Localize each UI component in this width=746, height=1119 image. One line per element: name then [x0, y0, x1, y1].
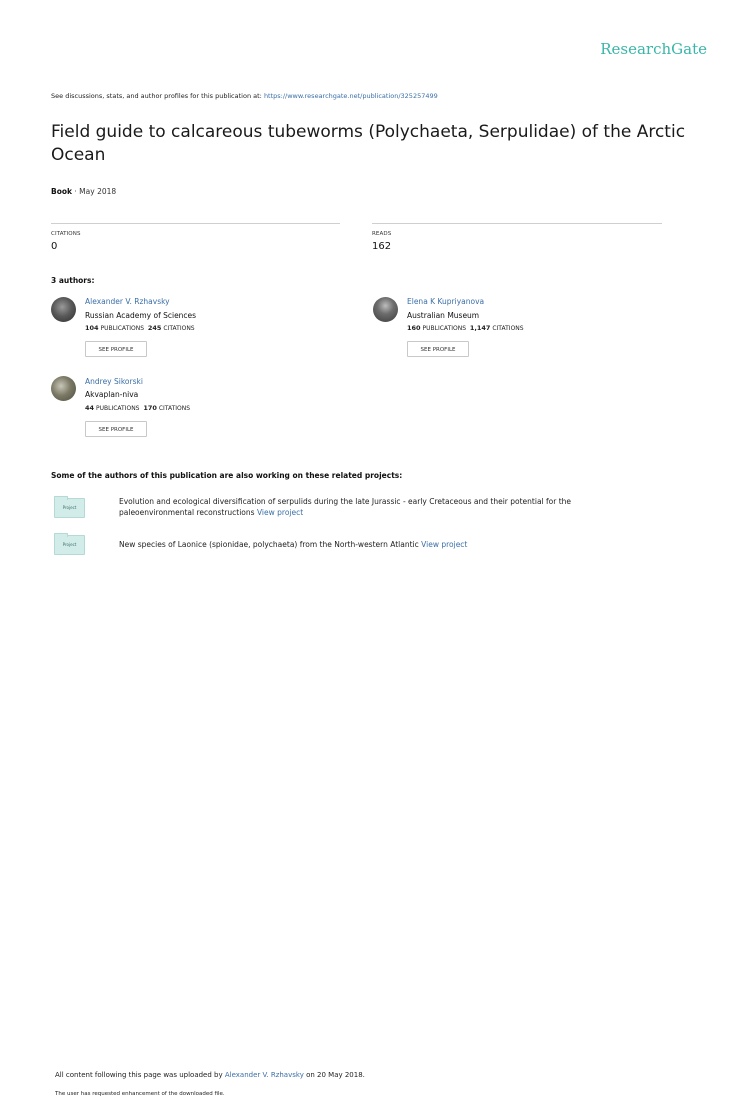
publication-meta: [51, 187, 116, 196]
upload-note: [55, 1071, 365, 1079]
citations-label: CITATIONS: [51, 231, 81, 237]
author-institution: Australian Museum: [407, 311, 480, 320]
project-item: [119, 539, 639, 550]
see-profile-button[interactable]: SEE PROFILE: [407, 341, 469, 357]
publication-url-link[interactable]: https://www.researchgate.net/publication/325257499: [263, 92, 438, 100]
author-stats: [85, 324, 195, 332]
project-folder-icon[interactable]: [54, 535, 85, 555]
see-profile-button[interactable]: SEE PROFILE: [85, 341, 147, 357]
author-publications-label: PUBLICATIONS: [422, 325, 467, 332]
uploader-link[interactable]: Alexander V. Rzhavsky: [224, 1071, 304, 1079]
authors-heading: 3 authors:: [51, 276, 95, 285]
researchgate-logo[interactable]: ResearchGate: [600, 40, 707, 58]
author-stats: [85, 404, 190, 412]
project-description: New species of Laonice (spionidae, polychaeta) from the North-western Atlantic: [119, 540, 419, 549]
view-project-link[interactable]: View project: [256, 508, 304, 517]
see-profile-button[interactable]: SEE PROFILE: [85, 421, 147, 437]
reads-label: READS: [372, 231, 392, 237]
publication-type: Book: [51, 187, 73, 196]
author-publications-label: PUBLICATIONS: [95, 405, 140, 412]
author-avatar[interactable]: [51, 376, 76, 401]
author-citations-label: CITATIONS: [163, 325, 195, 332]
project-folder-icon[interactable]: [54, 498, 85, 518]
citations-divider: [51, 223, 340, 224]
publication-title: Field guide to calcareous tubeworms (Polychaeta, Serpulidae) of the Arctic Ocean: [51, 122, 686, 165]
author-citations-count: 170: [143, 404, 157, 412]
author-avatar[interactable]: [373, 297, 398, 322]
author-institution: Russian Academy of Sciences: [85, 311, 197, 320]
project-description: Evolution and ecological diversification of serpulids during the late Jurassic - early Cretaceous and their potential for the paleoenvironmental reconstructions: [119, 497, 572, 517]
author-citations-count: 245: [147, 324, 162, 332]
reads-count: 162: [372, 241, 392, 252]
upload-prefix: All content following this page was uploaded by: [55, 1071, 223, 1079]
author-avatar[interactable]: [51, 297, 76, 322]
citations-count: 0: [51, 241, 58, 252]
author-publications-count: 44: [85, 404, 95, 412]
enhancement-note: The user has requested enhancement of the downloaded file.: [55, 1091, 225, 1097]
project-icon-label: Project: [62, 505, 77, 510]
author-name-link[interactable]: Alexander V. Rzhavsky: [85, 297, 170, 306]
discussion-line: [51, 92, 438, 100]
author-citations-label: CITATIONS: [492, 325, 524, 332]
reads-divider: [372, 223, 662, 224]
publication-date: · May 2018: [74, 187, 117, 196]
upload-date: on 20 May 2018.: [306, 1071, 365, 1079]
author-citations-label: CITATIONS: [158, 405, 191, 412]
author-publications-count: 104: [85, 324, 99, 332]
author-institution: Akvaplan-niva: [85, 390, 139, 399]
related-projects-heading: Some of the authors of this publication are also working on these related projects:: [51, 471, 403, 480]
discussion-prefix: See discussions, stats, and author profiles for this publication at:: [51, 92, 262, 100]
author-stats: [407, 324, 524, 332]
view-project-link[interactable]: View project: [421, 540, 468, 549]
project-icon-label: Project: [62, 542, 77, 547]
project-item: [119, 496, 639, 518]
author-citations-count: 1,147: [469, 324, 491, 332]
author-name-link[interactable]: Elena K Kupriyanova: [407, 297, 485, 306]
author-publications-count: 160: [407, 324, 421, 332]
author-name-link[interactable]: Andrey Sikorski: [85, 377, 143, 386]
author-publications-label: PUBLICATIONS: [100, 325, 145, 332]
